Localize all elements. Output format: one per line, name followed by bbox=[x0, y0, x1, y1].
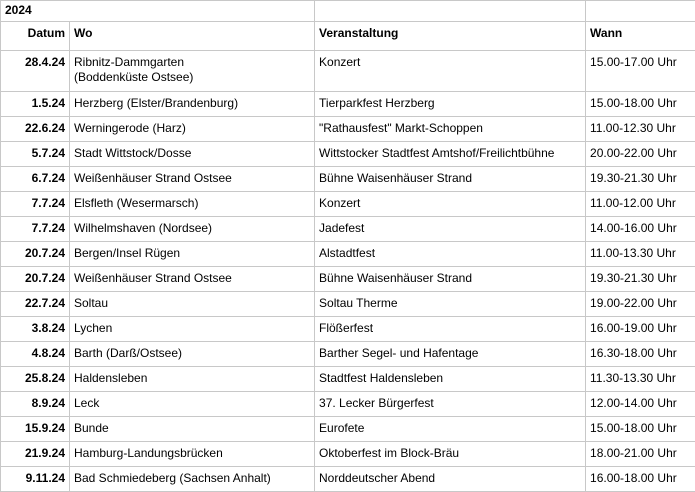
location-cell bbox=[70, 142, 315, 167]
schedule-body bbox=[1, 1, 695, 492]
location-cell bbox=[70, 92, 315, 117]
date-cell: 15.9.24 bbox=[1, 417, 70, 442]
event-cell: Eurofete bbox=[315, 417, 586, 442]
location-cell bbox=[70, 192, 315, 217]
location-line: Elsfleth (Wesermarsch) bbox=[74, 196, 199, 210]
location-line: Wilhelmshaven (Nordsee) bbox=[74, 221, 213, 235]
location-line: Bad Schmiedeberg (Sachsen Anhalt) bbox=[74, 471, 271, 485]
date-cell: 6.7.24 bbox=[1, 167, 70, 192]
date-cell: 22.7.24 bbox=[1, 292, 70, 317]
event-cell: Alstadtfest bbox=[315, 242, 586, 267]
location-cell bbox=[70, 267, 315, 292]
location-line: Leck bbox=[74, 396, 100, 410]
date-cell: 20.7.24 bbox=[1, 242, 70, 267]
header-where: Wo bbox=[70, 22, 315, 51]
location-line: Herzberg (Elster/Brandenburg) bbox=[74, 96, 239, 110]
event-cell: Soltau Therme bbox=[315, 292, 586, 317]
time-cell: 16.30-18.00 Uhr bbox=[586, 342, 695, 367]
header-when: Wann bbox=[586, 22, 695, 51]
location-line: Weißenhäuser Strand Ostsee bbox=[74, 271, 232, 285]
time-cell: 19.30-21.30 Uhr bbox=[586, 167, 695, 192]
year-row-empty-when bbox=[586, 1, 695, 22]
event-cell: 37. Lecker Bürgerfest bbox=[315, 392, 586, 417]
location-line-2: (Boddenküste Ostsee) bbox=[74, 70, 194, 84]
event-cell: Bühne Waisenhäuser Strand bbox=[315, 167, 586, 192]
date-cell: 8.9.24 bbox=[1, 392, 70, 417]
event-cell: Barther Segel- und Hafentage bbox=[315, 342, 586, 367]
time-cell: 11.30-13.30 Uhr bbox=[586, 367, 695, 392]
location-line: Hamburg-Landungsbrücken bbox=[74, 446, 223, 460]
table-row bbox=[1, 467, 695, 492]
date-cell: 5.7.24 bbox=[1, 142, 70, 167]
date-cell: 22.6.24 bbox=[1, 117, 70, 142]
event-cell: Konzert bbox=[315, 51, 586, 92]
date-cell: 1.5.24 bbox=[1, 92, 70, 117]
table-row bbox=[1, 392, 695, 417]
table-row bbox=[1, 317, 695, 342]
location-cell bbox=[70, 342, 315, 367]
time-cell: 19.30-21.30 Uhr bbox=[586, 267, 695, 292]
location-cell bbox=[70, 417, 315, 442]
event-cell: Bühne Waisenhäuser Strand bbox=[315, 267, 586, 292]
event-cell: Konzert bbox=[315, 192, 586, 217]
time-cell: 20.00-22.00 Uhr bbox=[586, 142, 695, 167]
header-event: Veranstaltung bbox=[315, 22, 586, 51]
date-cell: 7.7.24 bbox=[1, 217, 70, 242]
table-row bbox=[1, 242, 695, 267]
date-cell: 20.7.24 bbox=[1, 267, 70, 292]
time-cell: 16.00-19.00 Uhr bbox=[586, 317, 695, 342]
date-cell: 7.7.24 bbox=[1, 192, 70, 217]
time-cell: 16.00-18.00 Uhr bbox=[586, 467, 695, 492]
table-row bbox=[1, 217, 695, 242]
location-line: Bunde bbox=[74, 421, 109, 435]
table-row bbox=[1, 51, 695, 92]
location-line: Bergen/Insel Rügen bbox=[74, 246, 181, 260]
table-row bbox=[1, 267, 695, 292]
table-row bbox=[1, 292, 695, 317]
date-cell: 28.4.24 bbox=[1, 51, 70, 92]
location-line: Weißenhäuser Strand Ostsee bbox=[74, 171, 232, 185]
date-cell: 9.11.24 bbox=[1, 467, 70, 492]
location-cell bbox=[70, 217, 315, 242]
table-row bbox=[1, 367, 695, 392]
location-cell bbox=[70, 317, 315, 342]
location-cell bbox=[70, 242, 315, 267]
date-cell: 21.9.24 bbox=[1, 442, 70, 467]
time-cell: 14.00-16.00 Uhr bbox=[586, 217, 695, 242]
location-cell bbox=[70, 392, 315, 417]
table-row bbox=[1, 192, 695, 217]
year-row-empty-event bbox=[315, 1, 586, 22]
date-cell: 25.8.24 bbox=[1, 367, 70, 392]
event-cell: Wittstocker Stadtfest Amtshof/Freilichtbühne bbox=[315, 142, 586, 167]
location-line: Ribnitz-Dammgarten bbox=[74, 55, 185, 69]
date-cell: 3.8.24 bbox=[1, 317, 70, 342]
year-row bbox=[1, 1, 695, 22]
date-cell: 4.8.24 bbox=[1, 342, 70, 367]
location-line: Stadt Wittstock/Dosse bbox=[74, 146, 192, 160]
time-cell: 11.00-12.30 Uhr bbox=[586, 117, 695, 142]
event-cell: "Rathausfest" Markt-Schoppen bbox=[315, 117, 586, 142]
location-line: Soltau bbox=[74, 296, 109, 310]
time-cell: 11.00-13.30 Uhr bbox=[586, 242, 695, 267]
event-cell: Stadtfest Haldensleben bbox=[315, 367, 586, 392]
location-cell bbox=[70, 117, 315, 142]
location-line: Haldensleben bbox=[74, 371, 148, 385]
table-row bbox=[1, 167, 695, 192]
table-row bbox=[1, 417, 695, 442]
event-cell: Jadefest bbox=[315, 217, 586, 242]
event-cell: Tierparkfest Herzberg bbox=[315, 92, 586, 117]
header-row bbox=[1, 22, 695, 51]
time-cell: 15.00-18.00 Uhr bbox=[586, 417, 695, 442]
location-cell bbox=[70, 167, 315, 192]
event-cell: Norddeutscher Abend bbox=[315, 467, 586, 492]
table-row bbox=[1, 92, 695, 117]
location-line: Barth (Darß/Ostsee) bbox=[74, 346, 183, 360]
event-cell: Oktoberfest im Block-Bräu bbox=[315, 442, 586, 467]
location-cell bbox=[70, 467, 315, 492]
location-line: Werningerode (Harz) bbox=[74, 121, 186, 135]
year-label: 2024 bbox=[1, 1, 315, 22]
time-cell: 15.00-17.00 Uhr bbox=[586, 51, 695, 92]
time-cell: 19.00-22.00 Uhr bbox=[586, 292, 695, 317]
table-row bbox=[1, 117, 695, 142]
location-cell bbox=[70, 292, 315, 317]
table-row bbox=[1, 142, 695, 167]
time-cell: 15.00-18.00 Uhr bbox=[586, 92, 695, 117]
time-cell: 12.00-14.00 Uhr bbox=[586, 392, 695, 417]
time-cell: 18.00-21.00 Uhr bbox=[586, 442, 695, 467]
time-cell: 11.00-12.00 Uhr bbox=[586, 192, 695, 217]
header-date: Datum bbox=[1, 22, 70, 51]
location-cell bbox=[70, 442, 315, 467]
location-line: Lychen bbox=[74, 321, 113, 335]
event-cell: Flößerfest bbox=[315, 317, 586, 342]
location-cell bbox=[70, 367, 315, 392]
table-row bbox=[1, 442, 695, 467]
table-row bbox=[1, 342, 695, 367]
location-cell bbox=[70, 51, 315, 92]
